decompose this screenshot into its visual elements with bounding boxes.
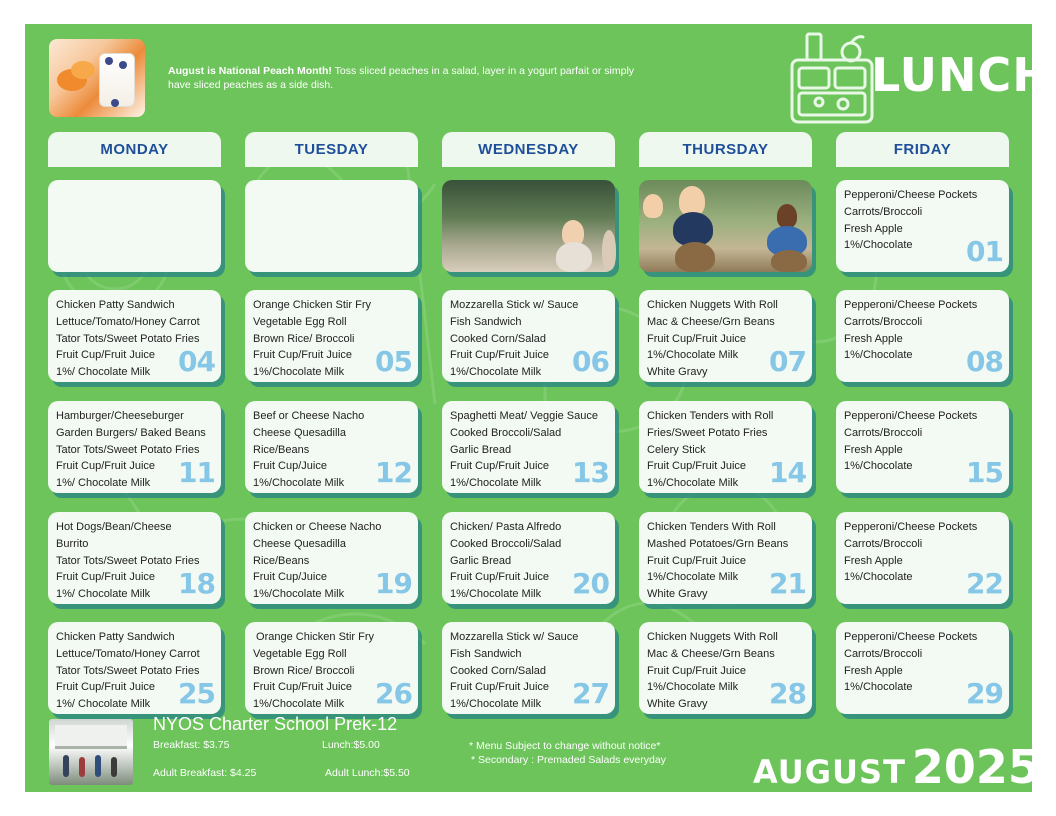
menu-cell-friday-15 (836, 401, 1009, 493)
menu-item: Cheese Quesadilla (253, 426, 346, 439)
menu-item: Carrots/Broccoli (844, 426, 923, 439)
menu-cell-monday-11 (48, 401, 221, 493)
menu-item: Vegetable Egg Roll (253, 647, 347, 660)
menu-cell-friday-22 (836, 512, 1009, 604)
menu-item: Chicken Patty Sandwich (56, 299, 175, 311)
menu-item: Fresh Apple (844, 554, 903, 567)
date-number: 15 (966, 456, 1003, 489)
menu-item: White Gravy (647, 588, 708, 601)
menu-item: 1%/Chocolate Milk (450, 477, 542, 490)
lunch-tray-icon (789, 30, 879, 126)
menu-item: Fruit Cup/Fruit Juice (450, 681, 550, 694)
menu-item: Pepperoni/Cheese Pockets (844, 631, 978, 643)
menu-item: Celery Stick (647, 443, 706, 456)
menu-item: Carrots/Broccoli (844, 537, 923, 550)
date-number: 26 (375, 677, 412, 710)
menu-item: Tator Tots/Sweet Potato Fries (56, 554, 200, 567)
date-number: 27 (572, 677, 609, 710)
menu-item: 1%/Chocolate Milk (253, 588, 345, 601)
menu-item: 1%/ Chocolate Milk (56, 366, 151, 379)
menu-item: Tator Tots/Sweet Potato Fries (56, 332, 200, 345)
menu-cell-thursday-28 (639, 622, 812, 714)
menu-item: 1%/Chocolate (844, 460, 913, 473)
menu-cell-friday-29 (836, 622, 1009, 714)
menu-item: Carrots/Broccoli (844, 647, 923, 660)
menu-item: Fruit Cup/Fruit Juice (450, 571, 550, 584)
day-header-tuesday: TUESDAY (245, 132, 418, 167)
menu-item: 1%/ Chocolate Milk (56, 588, 151, 601)
menu-item: 1%/Chocolate Milk (647, 681, 739, 694)
menu-item: Lettuce/Tomato/Honey Carrot (56, 315, 200, 328)
note-change-notice: * Menu Subject to change without notice* (469, 740, 661, 752)
menu-item: Fruit Cup/Fruit Juice (56, 571, 156, 584)
menu-item: Carrots/Broccoli (844, 205, 923, 218)
menu-item: Fruit Cup/Fruit Juice (647, 460, 747, 473)
menu-item: Fresh Apple (844, 443, 903, 456)
menu-item: Spaghetti Meat/ Veggie Sauce (450, 410, 598, 422)
menu-item: Tator Tots/Sweet Potato Fries (56, 664, 200, 677)
menu-item: White Gravy (647, 698, 708, 711)
menu-cell-friday-08 (836, 290, 1009, 382)
menu-item: Rice/Beans (253, 443, 310, 456)
menu-item: Chicken Tenders With Roll (647, 521, 776, 533)
day-header-friday: FRIDAY (836, 132, 1009, 167)
day-header-thursday: THURSDAY (639, 132, 812, 167)
menu-item: Fries/Sweet Potato Fries (647, 426, 768, 439)
menu-item: Cooked Broccoli/Salad (450, 426, 562, 439)
menu-item: Mozzarella Stick w/ Sauce (450, 299, 579, 311)
date-number: 29 (966, 677, 1003, 710)
adult-lunch-price: Adult Lunch:$5.50 (325, 767, 410, 779)
menu-item: Garlic Bread (450, 443, 512, 456)
menu-item: Rice/Beans (253, 554, 310, 567)
menu-item: Pepperoni/Cheese Pockets (844, 299, 978, 311)
menu-cell-friday-01 (836, 180, 1009, 272)
menu-item: Chicken Tenders with Roll (647, 410, 774, 422)
date-number: 14 (769, 456, 806, 489)
menu-cell-monday-empty (48, 180, 221, 272)
menu-item: Fresh Apple (844, 332, 903, 345)
menu-item: Fruit Cup/Juice (253, 571, 327, 584)
menu-item: 1%/Chocolate (844, 571, 913, 584)
school-name: NYOS Charter School Prek-12 (153, 714, 398, 734)
day-header-monday: MONDAY (48, 132, 221, 167)
menu-item: 1%/ Chocolate Milk (56, 477, 151, 490)
menu-cell-tuesday-19 (245, 512, 418, 604)
menu-item: Lettuce/Tomato/Honey Carrot (56, 647, 200, 660)
menu-cell-tuesday-26 (245, 622, 418, 714)
menu-cell-tuesday-05 (245, 290, 418, 382)
menu-item: Cooked Corn/Salad (450, 664, 547, 677)
date-number: 20 (572, 567, 609, 600)
menu-item: 1%/Chocolate Milk (647, 349, 739, 362)
date-number: 22 (966, 567, 1003, 600)
menu-item: Pepperoni/Cheese Pockets (844, 410, 978, 422)
menu-item: Hamburger/Cheeseburger (56, 410, 184, 422)
note-secondary-salads: * Secondary : Premaded Salads everyday (471, 754, 666, 766)
menu-item: Garden Burgers/ Baked Beans (56, 426, 206, 439)
promo-text: Toss sliced peaches in a salad, layer in a yogurt parfait or simply have sliced peaches as a side dish. (168, 65, 635, 91)
menu-cell-tuesday-empty (245, 180, 418, 272)
menu-item: Chicken or Cheese Nacho (253, 521, 382, 533)
date-number: 01 (966, 235, 1003, 268)
menu-item: Mashed Potatoes/Grn Beans (647, 537, 789, 550)
menu-item: Fruit Cup/Fruit Juice (56, 460, 156, 473)
date-number: 05 (375, 345, 412, 378)
menu-item: White Gravy (647, 366, 708, 379)
menu-item: Tator Tots/Sweet Potato Fries (56, 443, 200, 456)
menu-item: Chicken Nuggets With Roll (647, 299, 778, 311)
menu-item: Fruit Cup/Fruit Juice (56, 681, 156, 694)
menu-item: Pepperoni/Cheese Pockets (844, 521, 978, 533)
menu-item: Mozzarella Stick w/ Sauce (450, 631, 579, 643)
menu-item: Brown Rice/ Broccoli (253, 664, 355, 677)
menu-item: Beef or Cheese Nacho (253, 410, 365, 422)
menu-item: Cooked Corn/Salad (450, 332, 547, 345)
lunch-title: LUNCH (871, 48, 1052, 102)
menu-item: 1%/Chocolate Milk (647, 571, 739, 584)
menu-item: Fruit Cup/Fruit Juice (253, 349, 353, 362)
menu-item: Fish Sandwich (450, 315, 522, 328)
menu-item: Fish Sandwich (450, 647, 522, 660)
breakfast-price: Breakfast: $3.75 (153, 739, 230, 751)
menu-item: 1%/Chocolate Milk (253, 698, 345, 711)
menu-item: 1%/Chocolate (844, 681, 913, 694)
menu-item: Mac & Cheese/Grn Beans (647, 315, 775, 328)
menu-cell-monday-04 (48, 290, 221, 382)
menu-item: Brown Rice/ Broccoli (253, 332, 355, 345)
menu-item: Cooked Broccoli/Salad (450, 537, 562, 550)
menu-cell-wednesday-27 (442, 622, 615, 714)
date-number: 07 (769, 345, 806, 378)
date-number: 12 (375, 456, 412, 489)
menu-item: Fruit Cup/Juice (253, 460, 327, 473)
menu-cell-wednesday-20 (442, 512, 615, 604)
adult-breakfast-price: Adult Breakfast: $4.25 (153, 767, 257, 779)
promo-bold: August is National Peach Month! (168, 65, 332, 77)
menu-item: 1%/Chocolate Milk (253, 366, 345, 379)
menu-item: Fruit Cup/Fruit Juice (647, 332, 747, 345)
menu-cell-thursday-07 (639, 290, 812, 382)
date-number: 04 (178, 345, 215, 378)
menu-item: Fruit Cup/Fruit Juice (450, 349, 550, 362)
menu-sheet (25, 24, 1052, 794)
menu-item: Orange Chicken Stir Fry (253, 631, 375, 643)
date-number: 19 (375, 567, 412, 600)
menu-item: 1%/Chocolate Milk (450, 366, 542, 379)
menu-item: Vegetable Egg Roll (253, 315, 347, 328)
month-year-title (753, 740, 1040, 794)
menu-item: 1%/Chocolate Milk (647, 477, 739, 490)
menu-item: Orange Chicken Stir Fry (253, 299, 371, 311)
menu-item: 1%/ Chocolate Milk (56, 698, 151, 711)
menu-item: 1%/Chocolate Milk (450, 698, 542, 711)
menu-item: Hot Dogs/Bean/Cheese (56, 521, 172, 533)
school-building-photo (49, 719, 133, 785)
menu-cell-thursday-21 (639, 512, 812, 604)
menu-item: Chicken Nuggets With Roll (647, 631, 778, 643)
menu-item: Burrito (56, 537, 89, 550)
month-name: AUGUST (753, 753, 906, 791)
menu-item: Fruit Cup/Fruit Juice (56, 349, 156, 362)
date-number: 11 (178, 456, 215, 489)
photo-kids-sack-race (639, 180, 812, 272)
menu-item: Cheese Quesadilla (253, 537, 346, 550)
year: 2025 (911, 740, 1040, 794)
lunch-price: Lunch:$5.00 (322, 739, 380, 751)
date-number: 21 (769, 567, 806, 600)
menu-item: Fruit Cup/Fruit Juice (647, 554, 747, 567)
menu-item: Mac & Cheese/Grn Beans (647, 647, 775, 660)
menu-item: 1%/Chocolate Milk (450, 588, 542, 601)
date-number: 28 (769, 677, 806, 710)
menu-item: Pepperoni/Cheese Pockets (844, 189, 978, 201)
menu-item: Fresh Apple (844, 222, 903, 235)
photo-kids-running (442, 180, 615, 272)
menu-cell-wednesday-13 (442, 401, 615, 493)
menu-item: Fresh Apple (844, 664, 903, 677)
menu-cell-monday-25 (48, 622, 221, 714)
menu-item: Carrots/Broccoli (844, 315, 923, 328)
date-number: 13 (572, 456, 609, 489)
menu-notes (469, 739, 666, 767)
menu-cell-thursday-14 (639, 401, 812, 493)
peach-parfait-photo (49, 39, 145, 117)
menu-item: 1%/Chocolate Milk (253, 477, 345, 490)
menu-item: 1%/Chocolate (844, 349, 913, 362)
menu-cell-monday-18 (48, 512, 221, 604)
date-number: 08 (966, 345, 1003, 378)
date-number: 25 (178, 677, 215, 710)
date-number: 06 (572, 345, 609, 378)
menu-item: Fruit Cup/Fruit Juice (647, 664, 747, 677)
menu-item: Garlic Bread (450, 554, 512, 567)
peach-month-promo (168, 64, 658, 92)
menu-item: 1%/Chocolate (844, 239, 913, 252)
menu-item: Fruit Cup/Fruit Juice (450, 460, 550, 473)
menu-item: Chicken/ Pasta Alfredo (450, 521, 562, 533)
menu-cell-wednesday-06 (442, 290, 615, 382)
date-number: 18 (178, 567, 215, 600)
day-header-wednesday: WEDNESDAY (442, 132, 615, 167)
menu-item: Fruit Cup/Fruit Juice (253, 681, 353, 694)
menu-cell-tuesday-12 (245, 401, 418, 493)
menu-item: Chicken Patty Sandwich (56, 631, 175, 643)
